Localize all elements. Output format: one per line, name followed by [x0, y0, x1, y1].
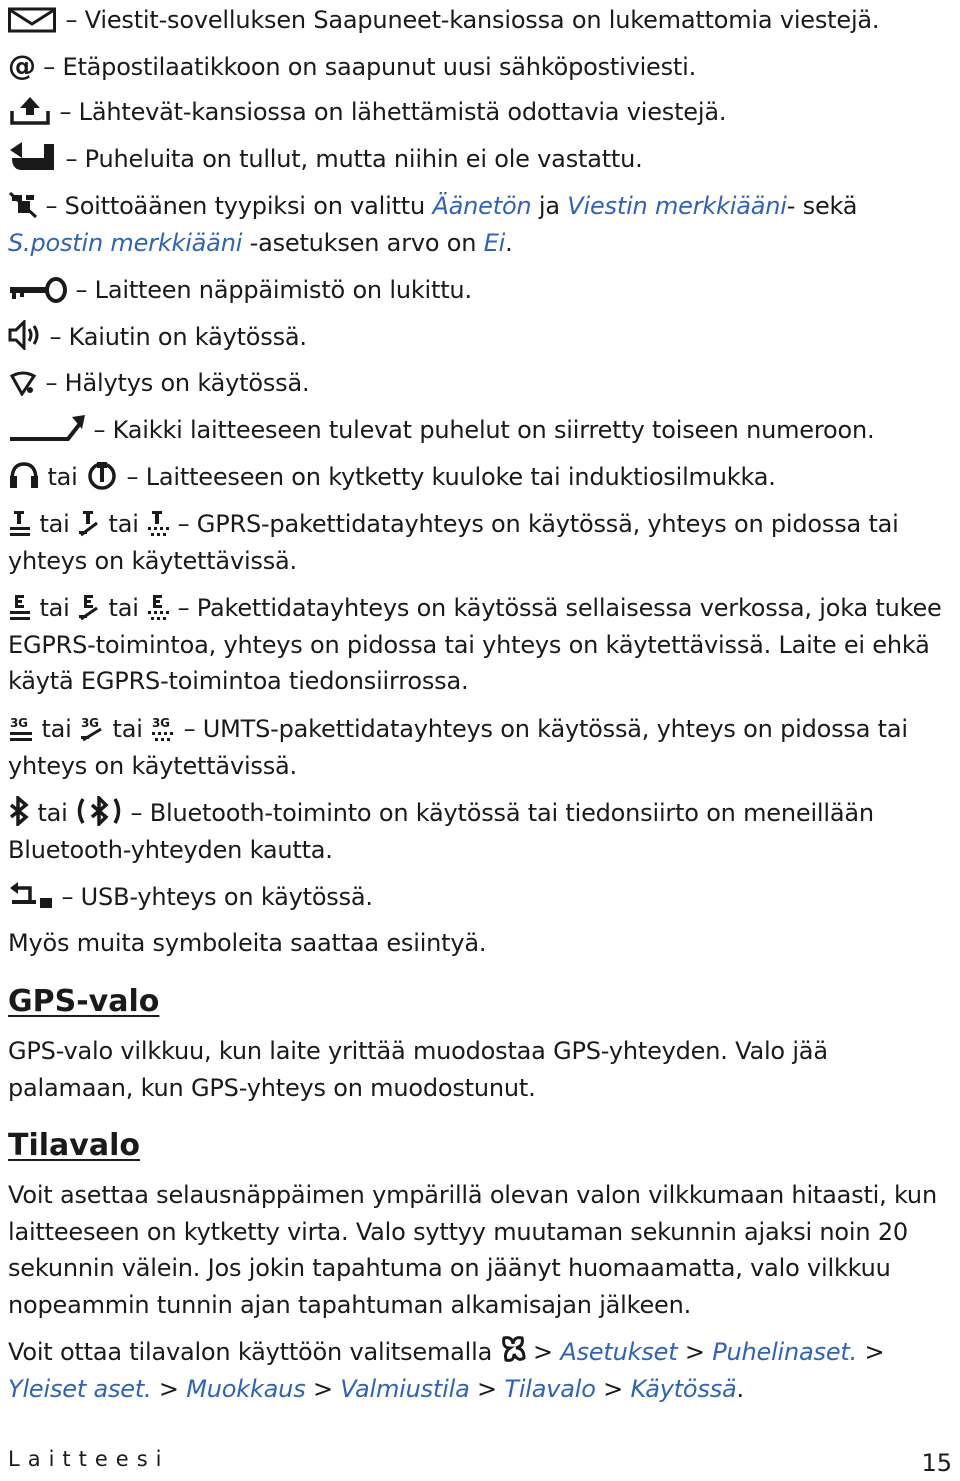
footer-section-title: Laitteesi [8, 1447, 170, 1471]
gprs-available-icon [146, 509, 170, 537]
path-valmiustila[interactable]: Valmiustila [340, 1374, 470, 1403]
egprs-available-icon [146, 593, 170, 621]
umts-available-icon [150, 714, 176, 742]
item-alarm-text: – Hälytys on käytössä. [45, 369, 310, 397]
at-sign-icon: @ [8, 49, 36, 82]
item-bluetooth [8, 795, 954, 868]
item-messages-text: – Viestit-sovelluksen Saapuneet-kansiossa on lukemattomia viestejä. [65, 6, 880, 34]
path-sep: > [469, 1374, 505, 1403]
speaker-icon [8, 320, 42, 350]
silent-option-link[interactable]: Äänetön [432, 192, 532, 220]
umts-or-2: tai [112, 715, 143, 743]
item-umts [8, 711, 954, 784]
gps-body: GPS-valo vilkkuu, kun laite yrittää muodostaa GPS-yhteyden. Valo jää palamaan, kun GPS-yhteys on muodostunut. [8, 1037, 828, 1102]
path-yleiset-aset[interactable]: Yleiset aset. [8, 1374, 152, 1403]
item-outbox-text: – Lähtevät-kansiossa on lähettämistä odottavia viestejä. [59, 98, 727, 126]
path-puhelinaset[interactable]: Puhelinaset. [712, 1338, 858, 1366]
umts-held-icon [79, 714, 105, 742]
headset-or-1: tai [47, 463, 78, 491]
gprs-or-1: tai [39, 510, 70, 538]
email-tone-link[interactable]: S.postin merkkiääni [8, 228, 243, 257]
svg-text:3G: 3G [81, 716, 99, 730]
missed-call-icon [8, 140, 58, 172]
svg-text:3G: 3G [10, 716, 28, 730]
path-kaytossa[interactable]: Käytössä [630, 1374, 737, 1403]
umts-or-1: tai [41, 715, 72, 743]
envelope-icon [8, 7, 58, 33]
gps-heading: GPS-valo [8, 984, 160, 1019]
item-egprs-text: – Pakettidatayhteys on käytössä sellaisessa verkossa, joka tukee EGPRS-toimintoa, yhteys on pidossa tai yhteys on käytettävissä. Laite ei ehkä käytä EGPRS-toimintoa tiedonsiirrossa. [8, 594, 942, 695]
loopset-icon [85, 460, 119, 490]
umts-active-icon [8, 714, 34, 742]
egprs-held-icon [77, 593, 101, 621]
path-tilavalo[interactable]: Tilavalo [504, 1374, 596, 1403]
item-bluetooth-text: – Bluetooth-toiminto on käytössä tai tiedonsiirto on meneillään Bluetooth-yhteyden kautta. [8, 799, 874, 864]
item-email-text: – Etäpostilaatikkoon on saapunut uusi sähköpostiviesti. [43, 53, 697, 81]
gprs-held-icon [77, 509, 101, 537]
item-divert-text: – Kaikki laitteeseen tulevat puhelut on siirretty toiseen numeroon. [93, 416, 875, 444]
item-silent [8, 188, 954, 261]
path-sep: > [305, 1374, 341, 1403]
path-sep: > [677, 1338, 713, 1366]
item-missed-calls-text: – Puheluita on tullut, mutta niihin ei ole vastattu. [65, 145, 643, 173]
item-keylock [8, 272, 472, 309]
page-number: 15 [921, 1449, 952, 1477]
item-gprs [8, 506, 954, 579]
item-missed-calls [8, 140, 643, 178]
item-alarm [8, 365, 309, 402]
path-sep: > [595, 1374, 631, 1403]
usb-icon [8, 880, 54, 910]
egprs-active-icon [8, 593, 32, 621]
path-sep: > [151, 1374, 187, 1403]
path-sep: > [857, 1338, 885, 1366]
item-usb-text: – USB-yhteys on käytössä. [61, 883, 373, 911]
item-egprs [8, 590, 954, 700]
item-email [8, 48, 696, 86]
item-umts-text: – UMTS-pakettidatayhteys on käytössä, yhteys on pidossa tai yhteys on käytettävissä. [8, 715, 908, 780]
egprs-or-2: tai [108, 594, 139, 622]
bt-or: tai [37, 799, 68, 827]
standby-path [8, 1334, 954, 1407]
item-headset-text: – Laitteeseen on kytketty kuuloke tai induktiosilmukka. [126, 463, 776, 491]
silent-text-3: - sekä [786, 192, 858, 220]
path-end: . [736, 1374, 744, 1403]
silent-text-5: . [505, 228, 513, 257]
message-tone-link[interactable]: Viestin merkkiääni [567, 192, 787, 220]
headset-icon [8, 460, 40, 490]
alarm-icon [8, 370, 38, 396]
call-divert-icon [8, 413, 86, 443]
item-divert [8, 412, 874, 449]
silent-text-4: -asetuksen arvo on [242, 228, 484, 257]
path-muokkaus[interactable]: Muokkaus [186, 1374, 306, 1403]
item-outbox [8, 94, 726, 131]
silent-text-1: – Soittoäänen tyypiksi on valittu [45, 192, 433, 220]
key-icon [8, 277, 68, 303]
item-speaker [8, 319, 307, 356]
bluetooth-transfer-icon [75, 796, 123, 826]
menu-key-icon [500, 1334, 526, 1364]
svg-text:3G: 3G [152, 716, 170, 730]
path-asetukset[interactable]: Asetukset [560, 1338, 678, 1366]
other-symbols-text: Myös muita symboleita saattaa esiintyä. [8, 929, 487, 957]
item-headset [8, 459, 776, 496]
egprs-or-1: tai [39, 594, 70, 622]
bluetooth-icon [8, 796, 30, 826]
standby-body: Voit asettaa selausnäppäimen ympärillä olevan valon vilkkumaan hitaasti, kun laitteeseen on kytketty virta. Valo syttyy muutaman sekunnin ajaksi noin 20 sekunnin välein. Jos jokin tapahtuma on jäänyt huomaamatta, valo vilkkuu nopeammin tunnin ajan tapahtuman alkamisajan jälkeen. [8, 1181, 937, 1319]
standby-path-intro: Voit ottaa tilavalon käyttöön valitsemalla [8, 1338, 500, 1366]
gprs-active-icon [8, 509, 32, 537]
item-messages [8, 2, 879, 39]
silent-profile-icon [8, 191, 38, 219]
gprs-or-2: tai [108, 510, 139, 538]
item-gprs-text: – GPRS-pakettidatayhteys on käytössä, yhteys on pidossa tai yhteys on käytettävissä. [8, 510, 899, 575]
path-sep: > [525, 1338, 561, 1366]
item-keylock-text: – Laitteen näppäimistö on lukittu. [75, 276, 472, 304]
item-speaker-text: – Kaiutin on käytössä. [49, 323, 307, 351]
item-usb [8, 879, 373, 916]
outbox-icon [8, 95, 52, 125]
standby-heading: Tilavalo [8, 1128, 140, 1163]
off-value-link[interactable]: Ei [483, 228, 506, 257]
silent-text-2: ja [531, 192, 568, 220]
